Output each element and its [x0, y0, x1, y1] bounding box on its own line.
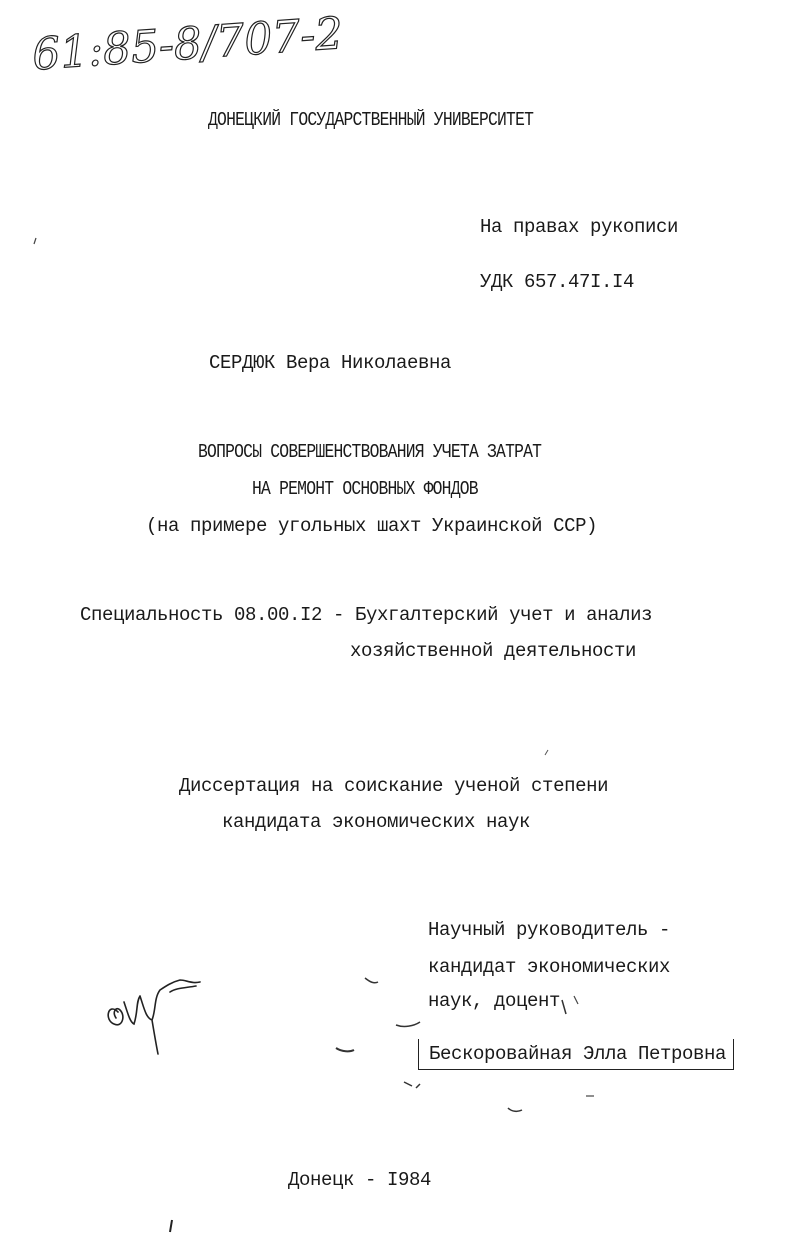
author-name: СЕРДЮК Вера Николаевна — [209, 352, 452, 374]
title-line-3: (на примере угольных шахт Украинской ССР) — [146, 515, 598, 537]
archive-number-text: 61:85-8/707-2 — [30, 7, 345, 81]
specialty-line-1: Специальность 08.00.I2 - Бухгалтерский учет и анализ — [80, 604, 653, 626]
specialty-line-2: хозяйственной деятельности — [350, 640, 637, 662]
udc-code: УДК 657.47I.I4 — [480, 271, 635, 293]
handwritten-archive-number — [30, 7, 345, 81]
advisor-name-box — [418, 1039, 734, 1070]
advisor-line-1: Научный руководитель - — [428, 919, 671, 941]
advisor-line-3: наук, доцент — [428, 990, 561, 1012]
title-line-2: НА РЕМОНТ ОСНОВНЫХ ФОНДОВ — [252, 478, 478, 500]
rights-note: На правах рукописи — [480, 216, 679, 238]
dissertation-line-1: Диссертация на соискание ученой степени — [179, 775, 609, 797]
title-line-1: ВОПРОСЫ СОВЕРШЕНСТВОВАНИЯ УЧЕТА ЗАТРАТ — [198, 441, 542, 463]
dissertation-line-2: кандидата экономических наук — [222, 811, 531, 833]
advisor-name: Бескоровайная Элла Петровна — [429, 1043, 727, 1065]
place-year: Донецк - I984 — [288, 1169, 432, 1191]
handwritten-signature — [100, 972, 220, 1057]
advisor-line-2: кандидат экономических — [428, 956, 671, 978]
university-heading: ДОНЕЦКИЙ ГОСУДАРСТВЕННЫЙ УНИВЕРСИТЕТ — [208, 109, 534, 131]
